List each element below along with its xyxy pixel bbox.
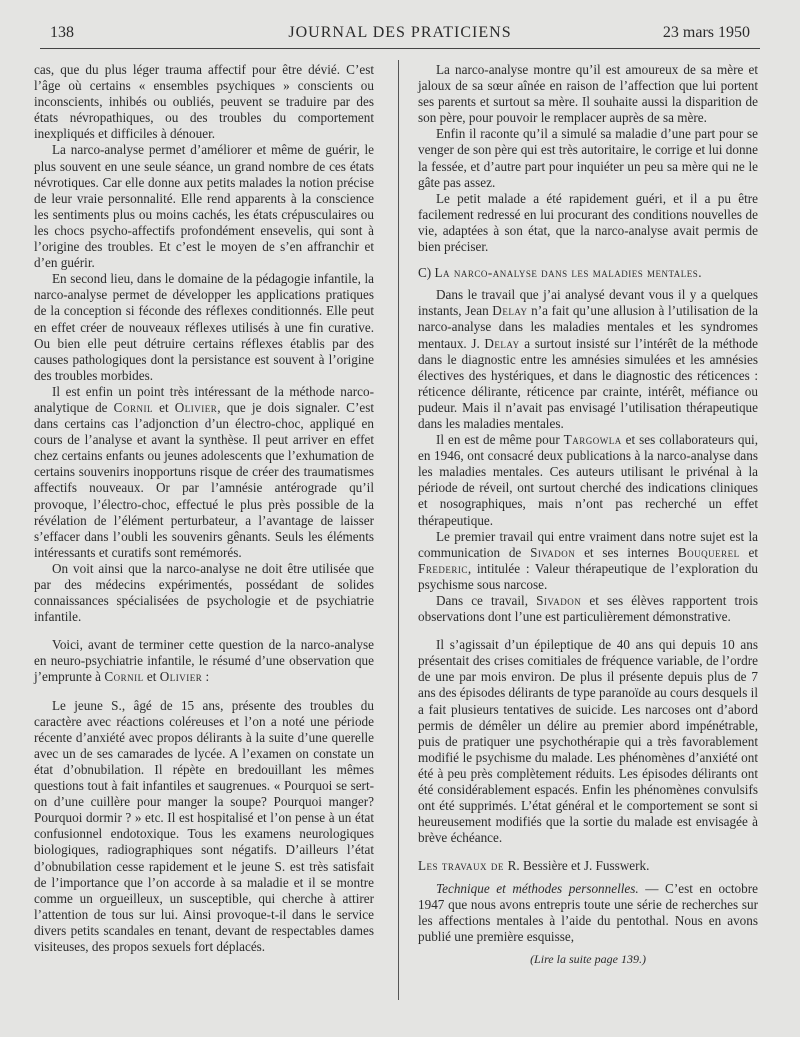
paragraph: La narco-analyse permet d’améliorer et même de guérir, le plus souvent en une seule séance, un grand nombre de ces états névrotiques. Car elle donne aux petits malades la notion précise de leur vraie personnalité. Elle rend apparents à la conscience les sentiments plus ou moins cachés, les états crépusculaires ou les chocs psycho-affectifs profondément ensevelis, qui sont à l’origine des troubles. Et c’est le moyen de s’en affranchir et d’en guérir. [34, 142, 374, 271]
paragraph: Il est enfin un point très intéressant de la méthode narco-analytique de Cornil et Olivier, que je dois signaler. C’est dans certains cas l’adjonction d’un électro-choc, appliqué en cours de l’analyse et avant la synthèse. Il peut arriver en effet chez certains enfants ou jeunes adolescents que l’exhumation de certains souvenirs inopportuns risque de créer des traumatismes affectifs nouveaux. Or par l’amnésie antérograde qu’il provoque, l’électro-choc, effectué le plus près possible de la révélation de l’élément perturbateur, a l’avantage de laisser s’effacer dans l’oubli les souvenirs gênants. Seuls les éléments intéressants et curatifs sont remémorés. [34, 383, 374, 560]
page-number: 138 [50, 24, 74, 41]
column-divider [398, 60, 399, 1000]
author-name: Delay [484, 335, 520, 351]
header-rule [40, 48, 760, 49]
case-report: Il s’agissait d’un épileptique de 40 ans qui depuis 10 ans présentait des crises comitiales de fréquence variable, de l’ordre de une par mois environ. De plus il présente depuis plus de 7 ans des épisodes délirants de type paranoïde au cours desquels il a fait plusieurs tentatives de suicide. Les narcoses ont d’abord permis de démêler un délire au premier abord impénétrable, puis de pratiquer une psychothérapie qui a très favorablement modifié le psychisme du malade. Les phénomènes d’anxiété ont été à peu près complètement réduits. Les épisodes délirants ont été considérablement espacés. Enfin les phénomènes convulsifs ont été supprimés. L’état général et le comportement se sont si heureusement modifiés que la sortie du malade est envisagée à brève échéance. [418, 637, 758, 846]
paragraph: Dans le travail que j’ai analysé devant vous il y a quelques instants, Jean Delay n’a fait qu’une allusion à l’utilisation de la narco-analyse dans les maladies mentales et les syndromes mentaux. J. Delay a surtout insisté sur l’intérêt de la méthode dans le diagnostic entre les amnésies simulées et les amnésies électives des hystériques, et dans le diagnostic des réticences : réticence délirante, réticence par crainte, intérêt, méfiance ou pudeur. Mais il n’avait pas envisagé l’utilisation thérapeutique dans les maladies mentales. [418, 287, 758, 431]
right-column [418, 62, 758, 967]
journal-title: JOURNAL DES PRATICIENS [288, 24, 512, 41]
case-report: Le jeune S., âgé de 15 ans, présente des troubles du caractère avec réactions coléreuses et l’on a noté une période récente d’anxiété avec propos délirants à la suite d’une querelle avec un de ses camarades de lycée. A l’examen on constate un état d’obnubilation. Il répète en bredouillant les mêmes questions tout à fait infantiles et saugrenues. « Pourquoi se sert-on d’une cuillère pour manger la soupe? Pourquoi manger? Pourquoi dormir ? » etc. Il est hospitalisé et l’on pense à un état confusionnel endotoxique. Tous les examens neurologiques biologiques, radiographiques sont négatifs. D’ailleurs l’état d’obnubilation cesse rapidement et le jeune S. est très satisfait de l’importance que l’on accorde à sa maladie et il se montre comme un orgueilleux, un susceptible, qui cherche à attirer l’attention de tous sur lui. Ainsi provoque-t-il dans le service divers petits scandales en tenant, devant de respectables dames visiteuses, des propos sexuels fort déplacés. [34, 697, 374, 954]
paragraph: On voit ainsi que la narco-analyse ne doit être utilisée que par des médecins expérimentés, possédant de solides connaissances spécialisées de psychologie et de psychiatrie infantile. [34, 560, 374, 625]
author-name: Olivier [159, 669, 203, 685]
author-name: Sivadon [536, 593, 582, 608]
author-name: Cornil [113, 399, 153, 415]
paragraph: cas, que du plus léger trauma affectif pour être dévié. C’est l’âge où certains « ensembles psychiques » conscients ou inconscients, inhibés ou oubliés, peuvent se traduire par des états névropathiques, ou des troubles du comportement inexpliqués et difficiles à dénouer. [34, 62, 374, 142]
author-name: Bouquerel [677, 544, 740, 560]
paragraph: Voici, avant de terminer cette question de la narco-analyse en neuro-psychiatrie infantile, le résumé d’une observation que j’emprunte à Cornil et Olivier : [34, 637, 374, 685]
left-column [34, 62, 374, 955]
section-heading: C) La narco-analyse dans les maladies mentales. [418, 265, 703, 281]
paragraph: Enfin il raconte qu’il a simulé sa maladie d’une part pour se venger de son père qui est très autoritaire, le corrige et lui donne la fessée, et d’autre part pour inquiéter un peu sa mère qui ne le gâte pas assez. [418, 126, 758, 190]
paragraph: En second lieu, dans le domaine de la pédagogie infantile, la narco-analyse permet de développer les applications pratiques de la conception si féconde des réflexes conditionnés. Elle peut en effet créer de nouveaux réflexes utilisés à une fin curative. Ou bien elle peut détruire certains réflexes établis par des causes pathologiques dont la persistance est souvent à l’origine des troubles morbides. [34, 271, 374, 383]
paragraph: Technique et méthodes personnelles. — C’est en octobre 1947 que nous avons entrepris toute une série de recherches sur les affections mentales à l’aide du pentothal. Nous en avons publié une première esquisse, [418, 880, 758, 944]
paragraph: Le premier travail qui entre vraiment dans notre sujet est la communication de Sivadon et ses internes Bouquerel et Frederic, intitulée : Valeur thérapeutique de l’exploration du psychisme sous narcose. [418, 528, 758, 592]
running-header [40, 20, 760, 46]
issue-date: 23 mars 1950 [662, 24, 750, 41]
author-name: Sivadon [530, 544, 576, 560]
author-name: Delay [492, 303, 528, 319]
author-name: Frederic [418, 560, 468, 576]
author-name: Targowla [563, 432, 622, 448]
paragraph: Le petit malade a été rapidement guéri, et il a pu être facilement redressé en lui procurant des conditions nouvelles de vie, adaptées à son état, que la narco-analyse avait permis de bien préciser. [418, 190, 758, 255]
paragraph: Dans ce travail, Sivadon et ses élèves rapportent trois observations dont l’une est particulièrement démonstrative. [418, 593, 758, 625]
author-name: Cornil [104, 669, 144, 685]
continued-note: (Lire la suite page 139.) [530, 951, 646, 966]
section-heading: Les travaux de R. Bessière et J. Fusswerk. [418, 858, 650, 874]
paragraph: Il en est de même pour Targowla et ses collaborateurs qui, en 1946, ont consacré deux publications à la narco-analyse dans les maladies mentales. Ces auteurs utilisant le privénal à la période de réveil, ont surtout cherché des indications cliniques et nosographiques, mais n’ont pas recherché un effet thérapeutique. [418, 432, 758, 528]
author-name: Olivier [174, 399, 218, 415]
paragraph: La narco-analyse montre qu’il est amoureux de sa mère et jaloux de sa sœur aînée en raison de l’affection que lui portent ses parents et surtout sa mère. Il souhaite aussi la disparition de son père, pour pouvoir le remplacer auprès de sa mère. [418, 62, 758, 126]
